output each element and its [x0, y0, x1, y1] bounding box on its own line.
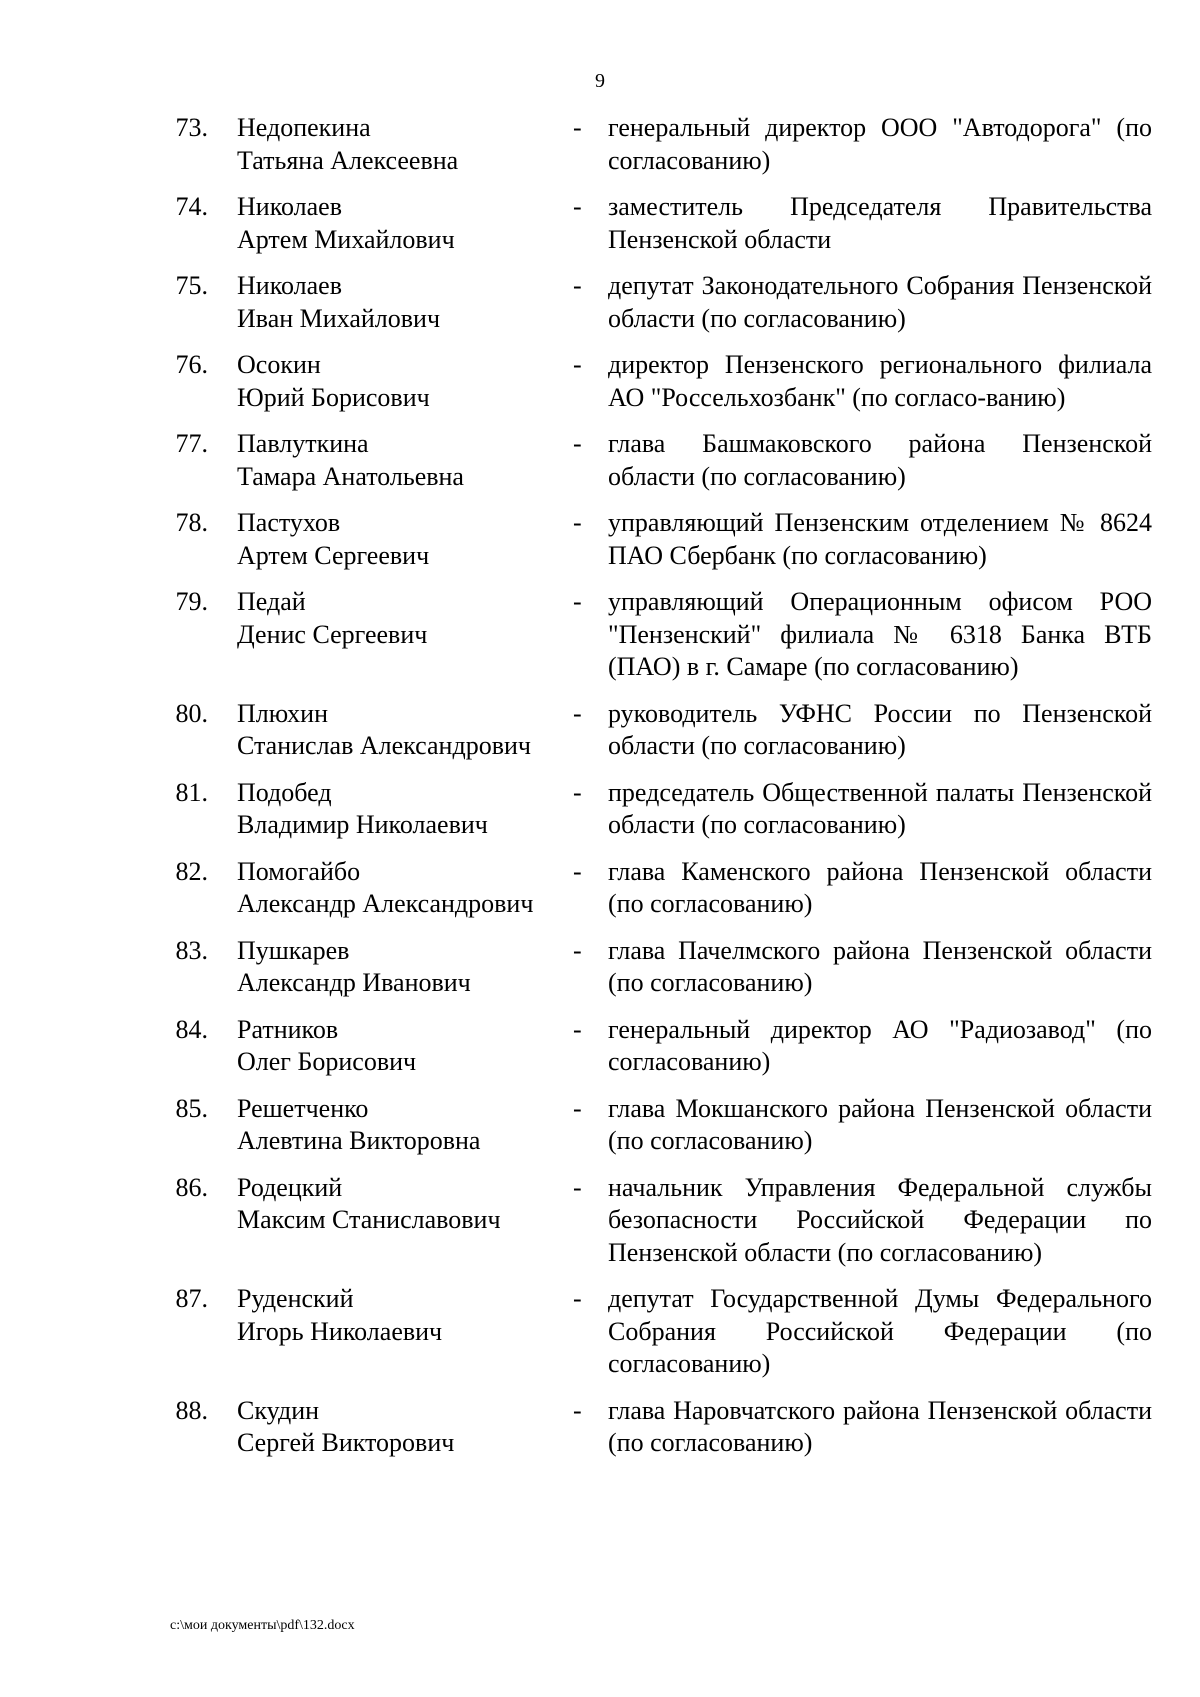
item-number: 86. [175, 1172, 208, 1202]
member-name [237, 191, 537, 256]
member-role: депутат Законодательного Собрания Пензенской области (по согласованию) [608, 271, 1152, 333]
separator-dash: - [573, 1172, 582, 1202]
item-number: 85. [175, 1093, 208, 1123]
member-surname: Пастухов [237, 508, 341, 537]
item-number: 84. [175, 1014, 208, 1044]
member-surname: Николаев [237, 271, 342, 300]
member-role: директор Пензенского регионального филиала АО "Россельхозбанк" (по согласо-ванию) [608, 350, 1152, 412]
member-role: руководитель УФНС России по Пензенской области (по согласованию) [608, 698, 1152, 760]
member-role: председатель Общественной палаты Пензенской области (по согласованию) [608, 777, 1152, 839]
list-item [160, 428, 1152, 493]
page-number: 9 [595, 70, 605, 92]
member-given-name: Владимир Николаевич [237, 810, 488, 839]
member-name [237, 1395, 537, 1460]
member-given-name: Сергей Викторович [237, 1428, 455, 1457]
member-given-name: Иван Михайлович [237, 303, 441, 333]
member-given-name: Татьяна Алексеевна [237, 145, 459, 175]
member-surname: Николаев [237, 192, 342, 221]
member-name [237, 856, 537, 921]
member-given-name: Юрий Борисович [237, 382, 430, 412]
member-role: глава Башмаковского района Пензенской области (по согласованию) [608, 429, 1152, 491]
item-number: 82. [175, 856, 208, 886]
member-surname: Ратников [237, 1014, 339, 1044]
list-item [160, 112, 1152, 177]
list-item [160, 586, 1152, 684]
member-role: депутат Государственной Думы Федерального Собрания Российской Федерации (по согласованию) [608, 1284, 1152, 1378]
list-item [160, 1014, 1152, 1079]
item-number: 80. [175, 698, 208, 728]
member-surname: Помогайбо [237, 856, 361, 886]
list-item [160, 507, 1152, 572]
member-role: глава Пачелмского района Пензенской области (по согласованию) [608, 935, 1152, 997]
member-given-name: Александр Александрович [237, 889, 534, 918]
separator-dash: - [573, 350, 582, 379]
separator-dash: - [573, 1093, 582, 1123]
separator-dash: - [573, 271, 582, 300]
member-role: генеральный директор АО "Радиозавод" (по согласованию) [608, 1014, 1152, 1076]
member-given-name: Станислав Александрович [237, 731, 531, 760]
member-given-name: Максим Станиславович [237, 1205, 501, 1234]
list-item [160, 1172, 1152, 1270]
member-surname: Скудин [237, 1395, 320, 1425]
member-name [237, 349, 537, 414]
list-item [160, 698, 1152, 763]
member-surname: Осокин [237, 350, 321, 379]
member-role: управляющий Пензенским отделением № 8624 ПАО Сбербанк (по согласованию) [608, 508, 1152, 570]
list-item [160, 777, 1152, 842]
member-surname: Решетченко [237, 1093, 369, 1123]
member-name [237, 1172, 537, 1237]
member-name [237, 1283, 537, 1348]
separator-dash: - [573, 508, 582, 537]
members-list [160, 112, 1152, 1474]
item-number: 79. [175, 587, 208, 616]
list-item [160, 1283, 1152, 1381]
item-number: 77. [175, 429, 208, 458]
member-name [237, 428, 537, 493]
member-role: глава Каменского района Пензенской области (по согласованию) [608, 856, 1152, 918]
separator-dash: - [573, 1395, 582, 1425]
member-role: генеральный директор ООО "Автодорога" (по согласованию) [608, 113, 1152, 175]
separator-dash: - [573, 698, 582, 728]
member-surname: Родецкий [237, 1172, 343, 1202]
member-name [237, 586, 537, 651]
member-given-name: Александр Иванович [237, 968, 471, 997]
list-item [160, 191, 1152, 256]
member-name [237, 270, 537, 335]
item-number: 88. [175, 1395, 208, 1425]
member-given-name: Игорь Николаевич [237, 1316, 443, 1346]
member-name [237, 777, 537, 842]
member-surname: Руденский [237, 1284, 354, 1313]
separator-dash: - [573, 856, 582, 886]
member-name [237, 935, 537, 1000]
separator-dash: - [573, 935, 582, 965]
separator-dash: - [573, 1284, 582, 1313]
list-item [160, 1395, 1152, 1460]
item-number: 74. [175, 192, 208, 221]
member-name [237, 507, 537, 572]
separator-dash: - [573, 429, 582, 458]
member-given-name: Тамара Анатольевна [237, 461, 464, 491]
member-name [237, 1093, 537, 1158]
member-surname: Пушкарев [237, 935, 350, 965]
member-role: управляющий Операционным офисом РОО "Пензенский" филиала № 6318 Банка ВТБ (ПАО) в г. Самаре (по согласованию) [608, 587, 1152, 681]
item-number: 76. [175, 350, 208, 379]
item-number: 75. [175, 271, 208, 300]
member-surname: Педай [237, 587, 306, 616]
item-number: 87. [175, 1284, 208, 1313]
separator-dash: - [573, 1014, 582, 1044]
member-surname: Подобед [237, 777, 332, 807]
list-item [160, 270, 1152, 335]
list-item [160, 349, 1152, 414]
member-name [237, 1014, 537, 1079]
list-item [160, 1093, 1152, 1158]
separator-dash: - [573, 587, 582, 616]
member-surname: Павлуткина [237, 429, 369, 458]
member-role: глава Наровчатского района Пензенской области (по согласованию) [608, 1395, 1152, 1457]
member-surname: Плюхин [237, 698, 328, 728]
member-role: начальник Управления Федеральной службы безопасности Российской Федерации по Пензенской области (по согласованию) [608, 1172, 1152, 1267]
item-number: 83. [175, 935, 208, 965]
separator-dash: - [573, 777, 582, 807]
member-role: заместитель Председателя Правительства Пензенской области [608, 192, 1152, 254]
list-item [160, 856, 1152, 921]
separator-dash: - [573, 192, 582, 221]
member-given-name: Олег Борисович [237, 1047, 417, 1076]
item-number: 81. [175, 777, 208, 807]
member-role: глава Мокшанского района Пензенской области (по согласованию) [608, 1093, 1152, 1155]
member-surname: Недопекина [237, 113, 371, 142]
member-given-name: Алевтина Викторовна [237, 1126, 481, 1155]
member-given-name: Артем Сергеевич [237, 540, 430, 570]
member-name [237, 698, 537, 763]
item-number: 78. [175, 508, 208, 537]
member-given-name: Денис Сергеевич [237, 619, 428, 649]
list-item [160, 935, 1152, 1000]
separator-dash: - [573, 113, 582, 142]
member-name [237, 112, 537, 177]
member-given-name: Артем Михайлович [237, 224, 455, 254]
footer-file-path: c:\мои документы\pdf\132.docx [170, 1618, 355, 1633]
item-number: 73. [175, 113, 208, 142]
